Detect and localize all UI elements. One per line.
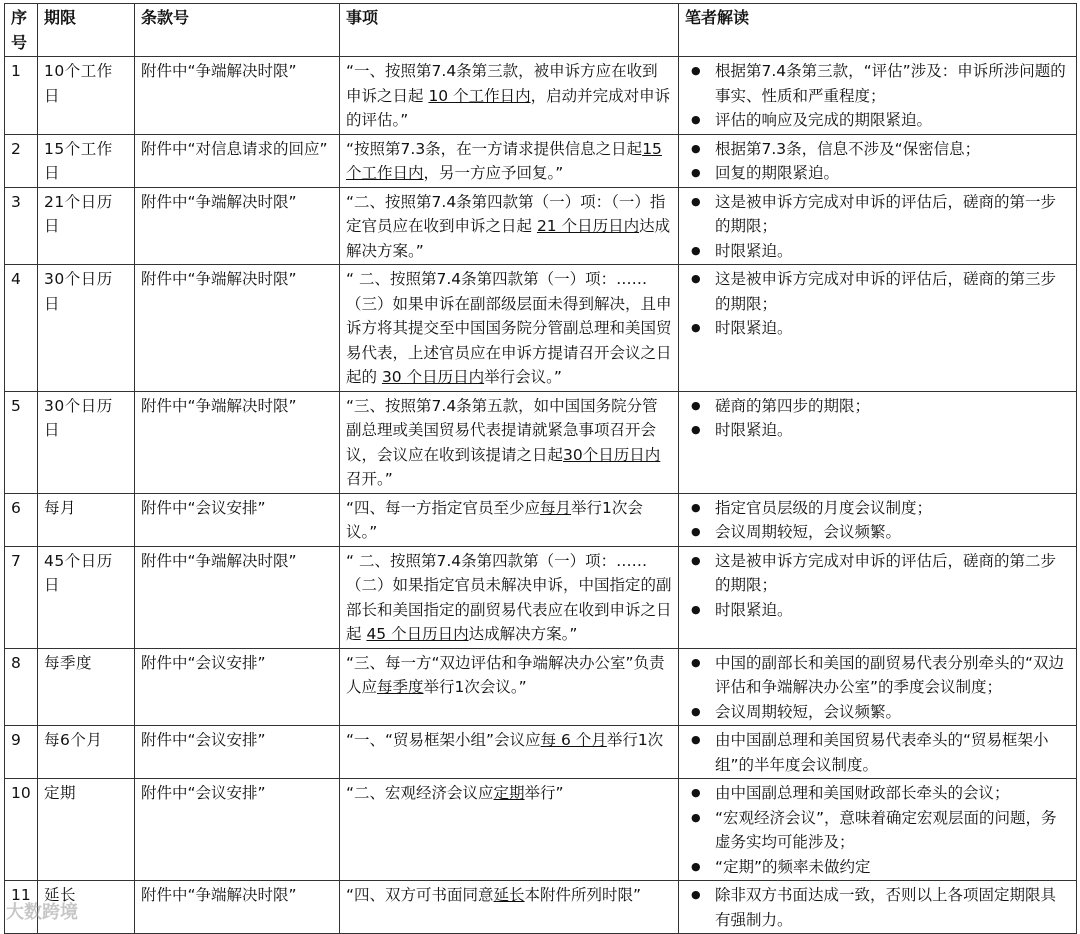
row-index: 3 [5,187,38,265]
row-index: 8 [5,648,38,726]
row-period: 定期 [38,779,135,881]
item-text: “四、每一方指定官员至少应 [346,498,541,517]
note-bullet-item: ● 根据第7.4条第三款，“评估”涉及：申诉所涉问题的事实、性质和严重程度； [685,59,1070,108]
item-underlined-term: 每季度 [377,678,424,696]
row-item [340,779,679,881]
row-period: 15个工作日 [38,134,135,187]
item-underlined-term: 15个工作日内 [346,139,662,182]
row-period: 30个日历日 [38,265,135,392]
row-item [340,134,679,187]
row-clause: 附件中“争端解决时限” [135,187,340,265]
row-item [340,493,679,546]
row-index: 10 [5,779,38,881]
row-item [340,187,679,265]
item-underlined-term: 30 个日历日内 [381,368,485,386]
item-text: “三、每一方“双边评估和争端解决办公室”负责人应 [346,653,665,696]
row-item [340,57,679,135]
row-index: 6 [5,493,38,546]
item-text: 举行1次会议。” [423,678,527,696]
row-index: 7 [5,546,38,648]
table-row [5,648,1077,726]
row-period: 10个工作日 [38,57,135,135]
note-bullet-item: ● 这是被申诉方完成对申诉的评估后，磋商的第一步的期限； [685,190,1070,239]
terms-table [4,3,1077,934]
item-underlined-term: 10 个工作日内 [428,86,531,105]
item-underlined-term: 延长 [493,886,525,904]
note-bullet-item: ● 中国的副部长和美国的副贸易代表分别牵头的“双边评估和争端解决办公室”的季度会议制度； [685,651,1070,700]
note-bullet-item: ● 由中国副总理和美国财政部长牵头的会议； [685,781,1070,806]
row-notes [679,265,1077,392]
table-row [5,265,1077,392]
row-index: 9 [5,726,38,779]
row-clause: 附件中“争端解决时限” [135,57,340,135]
row-period: 45个日历日 [38,546,135,648]
table-row [5,881,1077,934]
table-row [5,57,1077,135]
item-underlined-term: 每 6 个月 [540,731,607,749]
row-index: 1 [5,57,38,135]
note-bullet-item: ● 这是被申诉方完成对申诉的评估后，磋商的第三步的期限； [685,267,1070,316]
table-row [5,134,1077,187]
row-period: 延长 [38,881,135,934]
row-clause: 附件中“争端解决时限” [135,546,340,648]
item-text: “四、双方可书面同意 [346,886,494,904]
table-row [5,187,1077,265]
item-text: ，另一方应予回复。” [423,164,564,182]
item-text: “ 二、按照第7.4条第四款第（一）项：……（三）如果申诉在副部级层面未得到解决，且申诉方将其提交至中国国务院分管副总理和美国贸易代表，上述官员应在申诉方提请召开会议之日起的 [346,270,672,386]
row-period: 21个日历日 [38,187,135,265]
item-underlined-term: 21 个日历日内 [536,217,640,235]
header-clause: 条款号 [135,4,340,57]
row-clause: 附件中“会议安排” [135,493,340,546]
item-text: 达成解决方案。” [468,625,578,643]
note-bullet-item: ● 回复的期限紧迫。 [685,161,1070,186]
header-period: 期限 [38,4,135,57]
note-bullet-item: ● 指定官员层级的月度会议制度； [685,496,1070,521]
header-notes: 笔者解读 [679,4,1077,57]
note-bullet-item: ● 时限紧迫。 [685,418,1070,443]
item-underlined-term: 30个日历日内 [563,445,661,464]
row-clause: 附件中“争端解决时限” [135,881,340,934]
table-row [5,493,1077,546]
table-row [5,726,1077,779]
row-notes [679,881,1077,934]
note-bullet-item: ● 会议周期较短，会议频繁。 [685,520,1070,545]
note-bullet-item: ● 除非双方书面达成一致，否则以上各项固定期限具有强制力。 [685,883,1070,932]
row-clause: 附件中“会议安排” [135,648,340,726]
item-text: “ 二、按照第7.4条第四款第（一）项：……（二）如果指定官员未解决申诉，中国指定的副部长和美国指定的副贸易代表应在收到申诉之日起 [346,551,672,643]
row-clause: 附件中“争端解决时限” [135,391,340,493]
note-bullet-item: ● 时限紧迫。 [685,316,1070,341]
item-text: 举行1次 [606,731,664,749]
row-notes [679,546,1077,648]
table-row [5,391,1077,493]
row-notes [679,779,1077,881]
row-item [340,726,679,779]
watermark-logo: 大数跨境 [6,902,78,923]
item-text: “按照第7.3条，在一方请求提供信息之日起 [346,139,643,158]
item-underlined-term: 45 个日历日内 [366,625,469,643]
item-text: 达成解决方案。” [346,217,671,260]
item-text: “一、“贸易框架小组”会议应 [346,731,541,749]
row-notes [679,648,1077,726]
row-notes [679,726,1077,779]
note-bullet-item: ● “定期”的频率未做约定 [685,855,1070,880]
row-item [340,881,679,934]
row-clause: 附件中“对信息请求的回应” [135,134,340,187]
header-row [5,4,1077,57]
note-bullet-item: ● 评估的响应及完成的期限紧迫。 [685,108,1070,133]
item-underlined-term: 每月 [540,498,572,517]
note-bullet-item: ● 会议周期较短，会议频繁。 [685,700,1070,725]
note-bullet-item: ● 磋商的第四步的期限； [685,394,1070,419]
note-bullet-item: ● 这是被申诉方完成对申诉的评估后，磋商的第二步的期限； [685,549,1070,598]
row-period: 每6个月 [38,726,135,779]
item-text: 举行” [524,784,564,802]
row-item [340,648,679,726]
header-item: 事项 [340,4,679,57]
row-index: 5 [5,391,38,493]
row-period: 每月 [38,493,135,546]
row-notes [679,134,1077,187]
item-text: “二、宏观经济会议应 [346,784,494,802]
note-bullet-item: ● 根据第7.3条，信息不涉及“保密信息； [685,137,1070,162]
item-text: 举行1次会议。” [346,498,643,541]
item-text: “二、按照第7.4条第四款第（一）项：（一）指定官员应在收到申诉之日起 [346,192,666,235]
row-notes [679,493,1077,546]
header-index: 序号 [5,4,38,57]
row-index: 4 [5,265,38,392]
item-text: ，启动并完成对申诉的评估。” [346,86,671,129]
row-index: 2 [5,134,38,187]
row-clause: 附件中“会议安排” [135,726,340,779]
row-clause: 附件中“争端解决时限” [135,265,340,392]
note-bullet-item: ● 由中国副总理和美国贸易代表牵头的“贸易框架小组”的半年度会议制度。 [685,728,1070,777]
item-underlined-term: 定期 [493,784,525,802]
item-text: 召开。” [346,470,393,488]
row-period: 30个日历日 [38,391,135,493]
note-bullet-item: ● “宏观经济会议”，意味着确定宏观层面的问题，务虚务实均可能涉及； [685,806,1070,855]
table-row [5,779,1077,881]
row-notes [679,57,1077,135]
item-text: 本附件所列时限” [524,886,642,904]
item-text: 举行会议。” [484,368,562,386]
item-text: “一、按照第7.4条第三款，被申诉方应在收到申诉之日起 [346,62,658,105]
row-period: 每季度 [38,648,135,726]
row-index: 11 [5,881,38,934]
note-bullet-item: ● 时限紧迫。 [685,239,1070,264]
row-clause: 附件中“会议安排” [135,779,340,881]
row-item [340,546,679,648]
note-bullet-item: ● 时限紧迫。 [685,598,1070,623]
row-notes [679,391,1077,493]
row-item [340,265,679,392]
row-item [340,391,679,493]
table-row [5,546,1077,648]
item-text: “三、按照第7.4条第五款，如中国国务院分管副总理或美国贸易代表提请就紧急事项召开会议，会议应在收到该提请之日起 [346,396,658,464]
row-notes [679,187,1077,265]
